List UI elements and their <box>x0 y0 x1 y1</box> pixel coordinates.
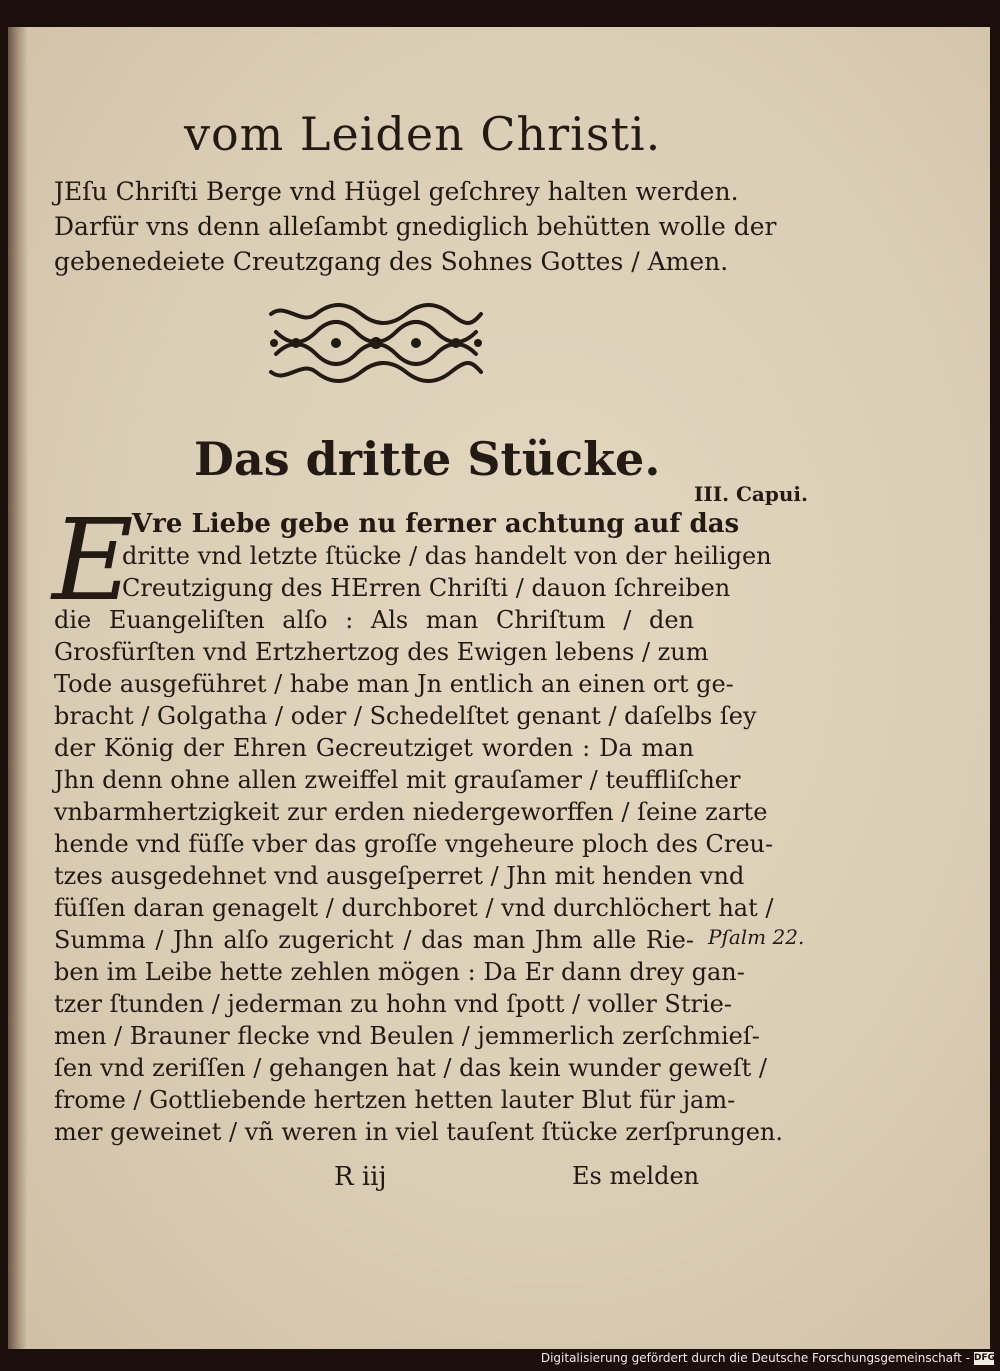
body-line: frome / Gottliebende hertzen hetten lauter Blut für jam- <box>54 1086 736 1114</box>
body-line: die Euangeliſten alſo : Als man Chriſtum / den <box>54 606 694 634</box>
body-line: men / Brauner flecke vnd Beulen / jemmerlich zerſchmieſ- <box>54 1022 760 1050</box>
catchword: Es melden <box>572 1162 700 1190</box>
drop-cap-initial: E <box>52 496 134 626</box>
body-line: Vre Liebe gebe nu ferner achtung auf das <box>132 509 740 539</box>
body-line: Jhn denn ohne allen zweiffel mit grauſamer / teuffliſcher <box>54 766 741 794</box>
body-line: der König der Ehren Gecreutziget worden : Da man <box>54 734 694 762</box>
body-line: Grosfürſten vnd Ertzhertzog des Ewigen lebens / zum <box>54 638 709 666</box>
body-line: Creutzigung des HErren Chriſti / dauon ſchreiben <box>122 574 731 602</box>
body-line: ben im Leibe hette zehlen mögen : Da Er dann drey gan- <box>54 958 745 986</box>
body-line: vnbarmhertzigkeit zur erden niedergeworffen / ſeine zarte <box>54 798 768 826</box>
running-title: vom Leiden Christi. <box>184 107 662 161</box>
body-line: mer geweinet / vñ weren in viel tauſent ſtücke zerſprungen. <box>54 1118 783 1146</box>
signature-mark: R iij <box>334 1162 387 1192</box>
body-line: dritte vnd letzte ſtücke / das handelt von der heiligen <box>122 542 772 570</box>
body-line: füſſen daran genagelt / durchboret / vnd durchlöchert hat / <box>54 894 774 922</box>
margin-note-psalm: Pſalm 22. <box>708 925 805 949</box>
body-line: Summa / Jhn alſo zugericht / das man Jhm alle Rie- <box>54 926 694 954</box>
body-line: tzes ausgedehnet vnd ausgeſperret / Jhn mit henden vnd <box>54 862 745 890</box>
book-page <box>8 27 990 1349</box>
decorative-ornament <box>266 302 486 384</box>
intro-line: JEſu Chriſti Berge vnd Hügel geſchrey halten werden. <box>54 177 739 206</box>
intro-line: Darfür vns denn alleſambt gnediglich behütten wolle der <box>54 212 777 241</box>
body-line: bracht / Golgatha / oder / Schedelſtet genant / daſelbs ſey <box>54 702 757 730</box>
body-line: Tode ausgeführet / habe man Jn entlich an einen ort ge- <box>54 670 734 698</box>
dfg-logo: DFG <box>974 1353 996 1363</box>
body-line: hende vnd füſſe vber das groſſe vngeheure ploch des Creu- <box>54 830 774 858</box>
intro-line: gebenedeiete Creutzgang des Sohnes Gottes / Amen. <box>54 247 729 276</box>
body-line: ſen vnd zeriſſen / gehangen hat / das kein wunder geweſt / <box>54 1054 767 1082</box>
margin-note-chapter: III. Capui. <box>694 482 808 506</box>
section-heading: Das dritte Stücke. <box>194 432 661 486</box>
funding-credit: Digitalisierung gefördert durch die Deutsche Forschungsgemeinschaft - <box>540 1351 970 1365</box>
page-gutter <box>8 27 28 1349</box>
body-line: tzer ſtunden / jederman zu hohn vnd ſpott / voller Strie- <box>54 990 732 1018</box>
